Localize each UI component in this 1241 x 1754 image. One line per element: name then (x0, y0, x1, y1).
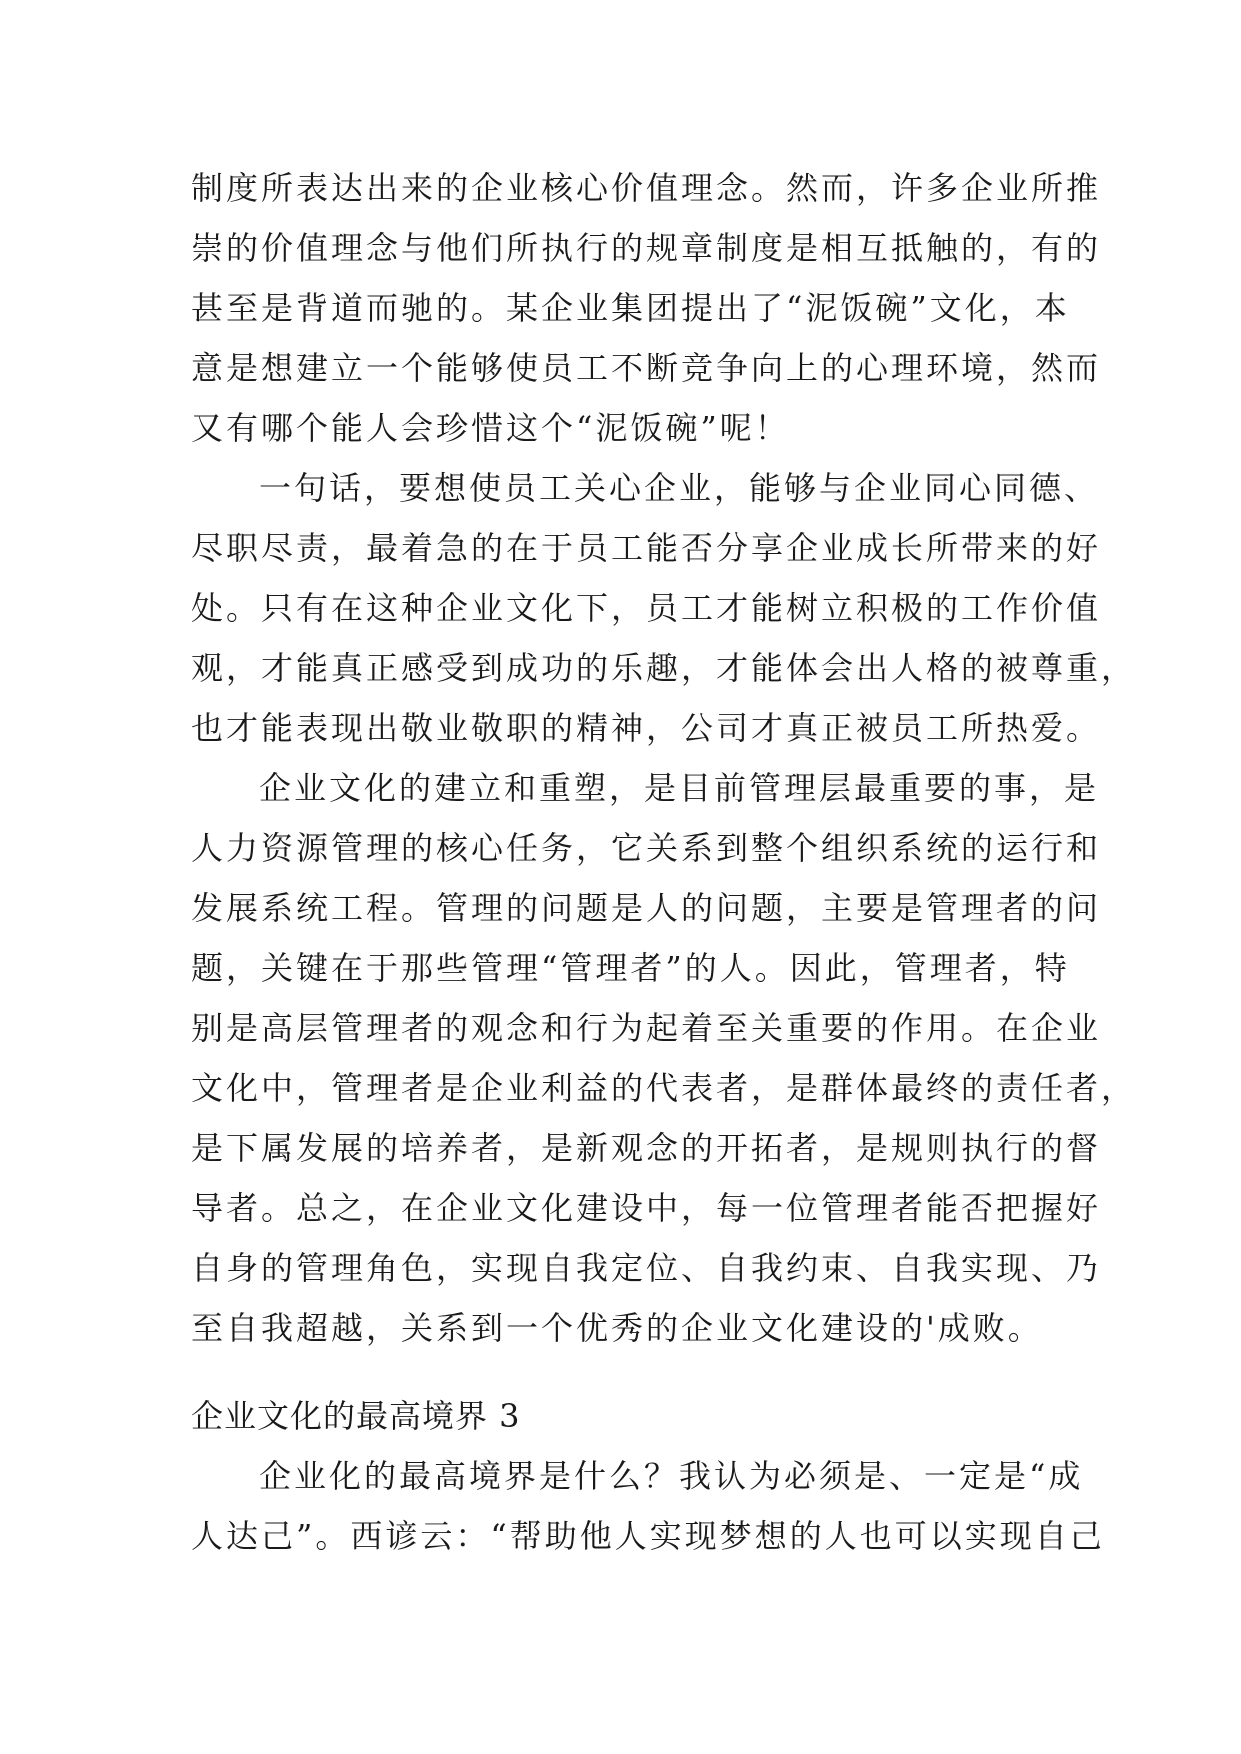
text-line: 观，才能真正感受到成功的乐趣，才能体会出人格的被尊重， (191, 649, 1137, 687)
text-line: 是下属发展的培养者，是新观念的开拓者，是规则执行的督 (191, 1129, 1102, 1167)
paragraph-3 (191, 758, 1137, 1358)
text-line: 甚至是背道而驰的。某企业集团提出了“泥饭碗”文化，本 (191, 289, 1070, 327)
paragraph-1 (191, 158, 1102, 458)
text-line: 处。只有在这种企业文化下，员工才能树立积极的工作价值 (191, 589, 1102, 627)
text-line: 意是想建立一个能够使员工不断竞争向上的心理环境，然而 (191, 349, 1102, 387)
text-line: 自身的管理角色，实现自我定位、自我约束、自我实现、乃 (191, 1249, 1102, 1287)
text-line: 别是高层管理者的观念和行为起着至关重要的作用。在企业 (191, 1009, 1102, 1047)
text-line: 人达己”。西谚云：“帮助他人实现梦想的人也可以实现自己 (191, 1517, 1105, 1555)
document-body (191, 158, 1137, 1566)
text-line: 人力资源管理的核心任务，它关系到整个组织系统的运行和 (191, 829, 1102, 867)
text-line: 企业化的最高境界是什么？我认为必须是、一定是“成 (259, 1457, 1084, 1495)
text-line: 导者。总之，在企业文化建设中，每一位管理者能否把握好 (191, 1189, 1102, 1227)
paragraph-2 (191, 458, 1137, 758)
text-line: 文化中，管理者是企业利益的代表者，是群体最终的责任者， (191, 1069, 1137, 1107)
text-line: 发展系统工程。管理的问题是人的问题，主要是管理者的问 (191, 889, 1102, 927)
text-line: 制度所表达出来的企业核心价值理念。然而，许多企业所推 (191, 169, 1102, 207)
paragraph-gap (191, 1358, 1051, 1386)
text-line: 尽职尽责，最着急的在于员工能否分享企业成长所带来的好 (191, 529, 1102, 567)
text-line: 一句话，要想使员工关心企业，能够与企业同心同德、 (259, 469, 1100, 507)
text-line: 企业文化的建立和重塑，是目前管理层最重要的事，是 (259, 769, 1100, 807)
text-line: 也才能表现出敬业敬职的精神，公司才真正被员工所热爱。 (191, 709, 1102, 747)
text-line: 崇的价值理念与他们所执行的规章制度是相互抵触的，有的 (191, 229, 1102, 267)
section-heading: 企业文化的最高境界 3 (191, 1397, 521, 1435)
text-line: 又有哪个能人会珍惜这个“泥饭碗”呢！ (191, 409, 790, 447)
paragraph-4 (191, 1446, 1105, 1566)
text-line: 题，关键在于那些管理“管理者”的人。因此，管理者，特 (191, 949, 1070, 987)
text-line: 至自我超越，关系到一个优秀的企业文化建设的'成败。 (191, 1309, 1043, 1347)
